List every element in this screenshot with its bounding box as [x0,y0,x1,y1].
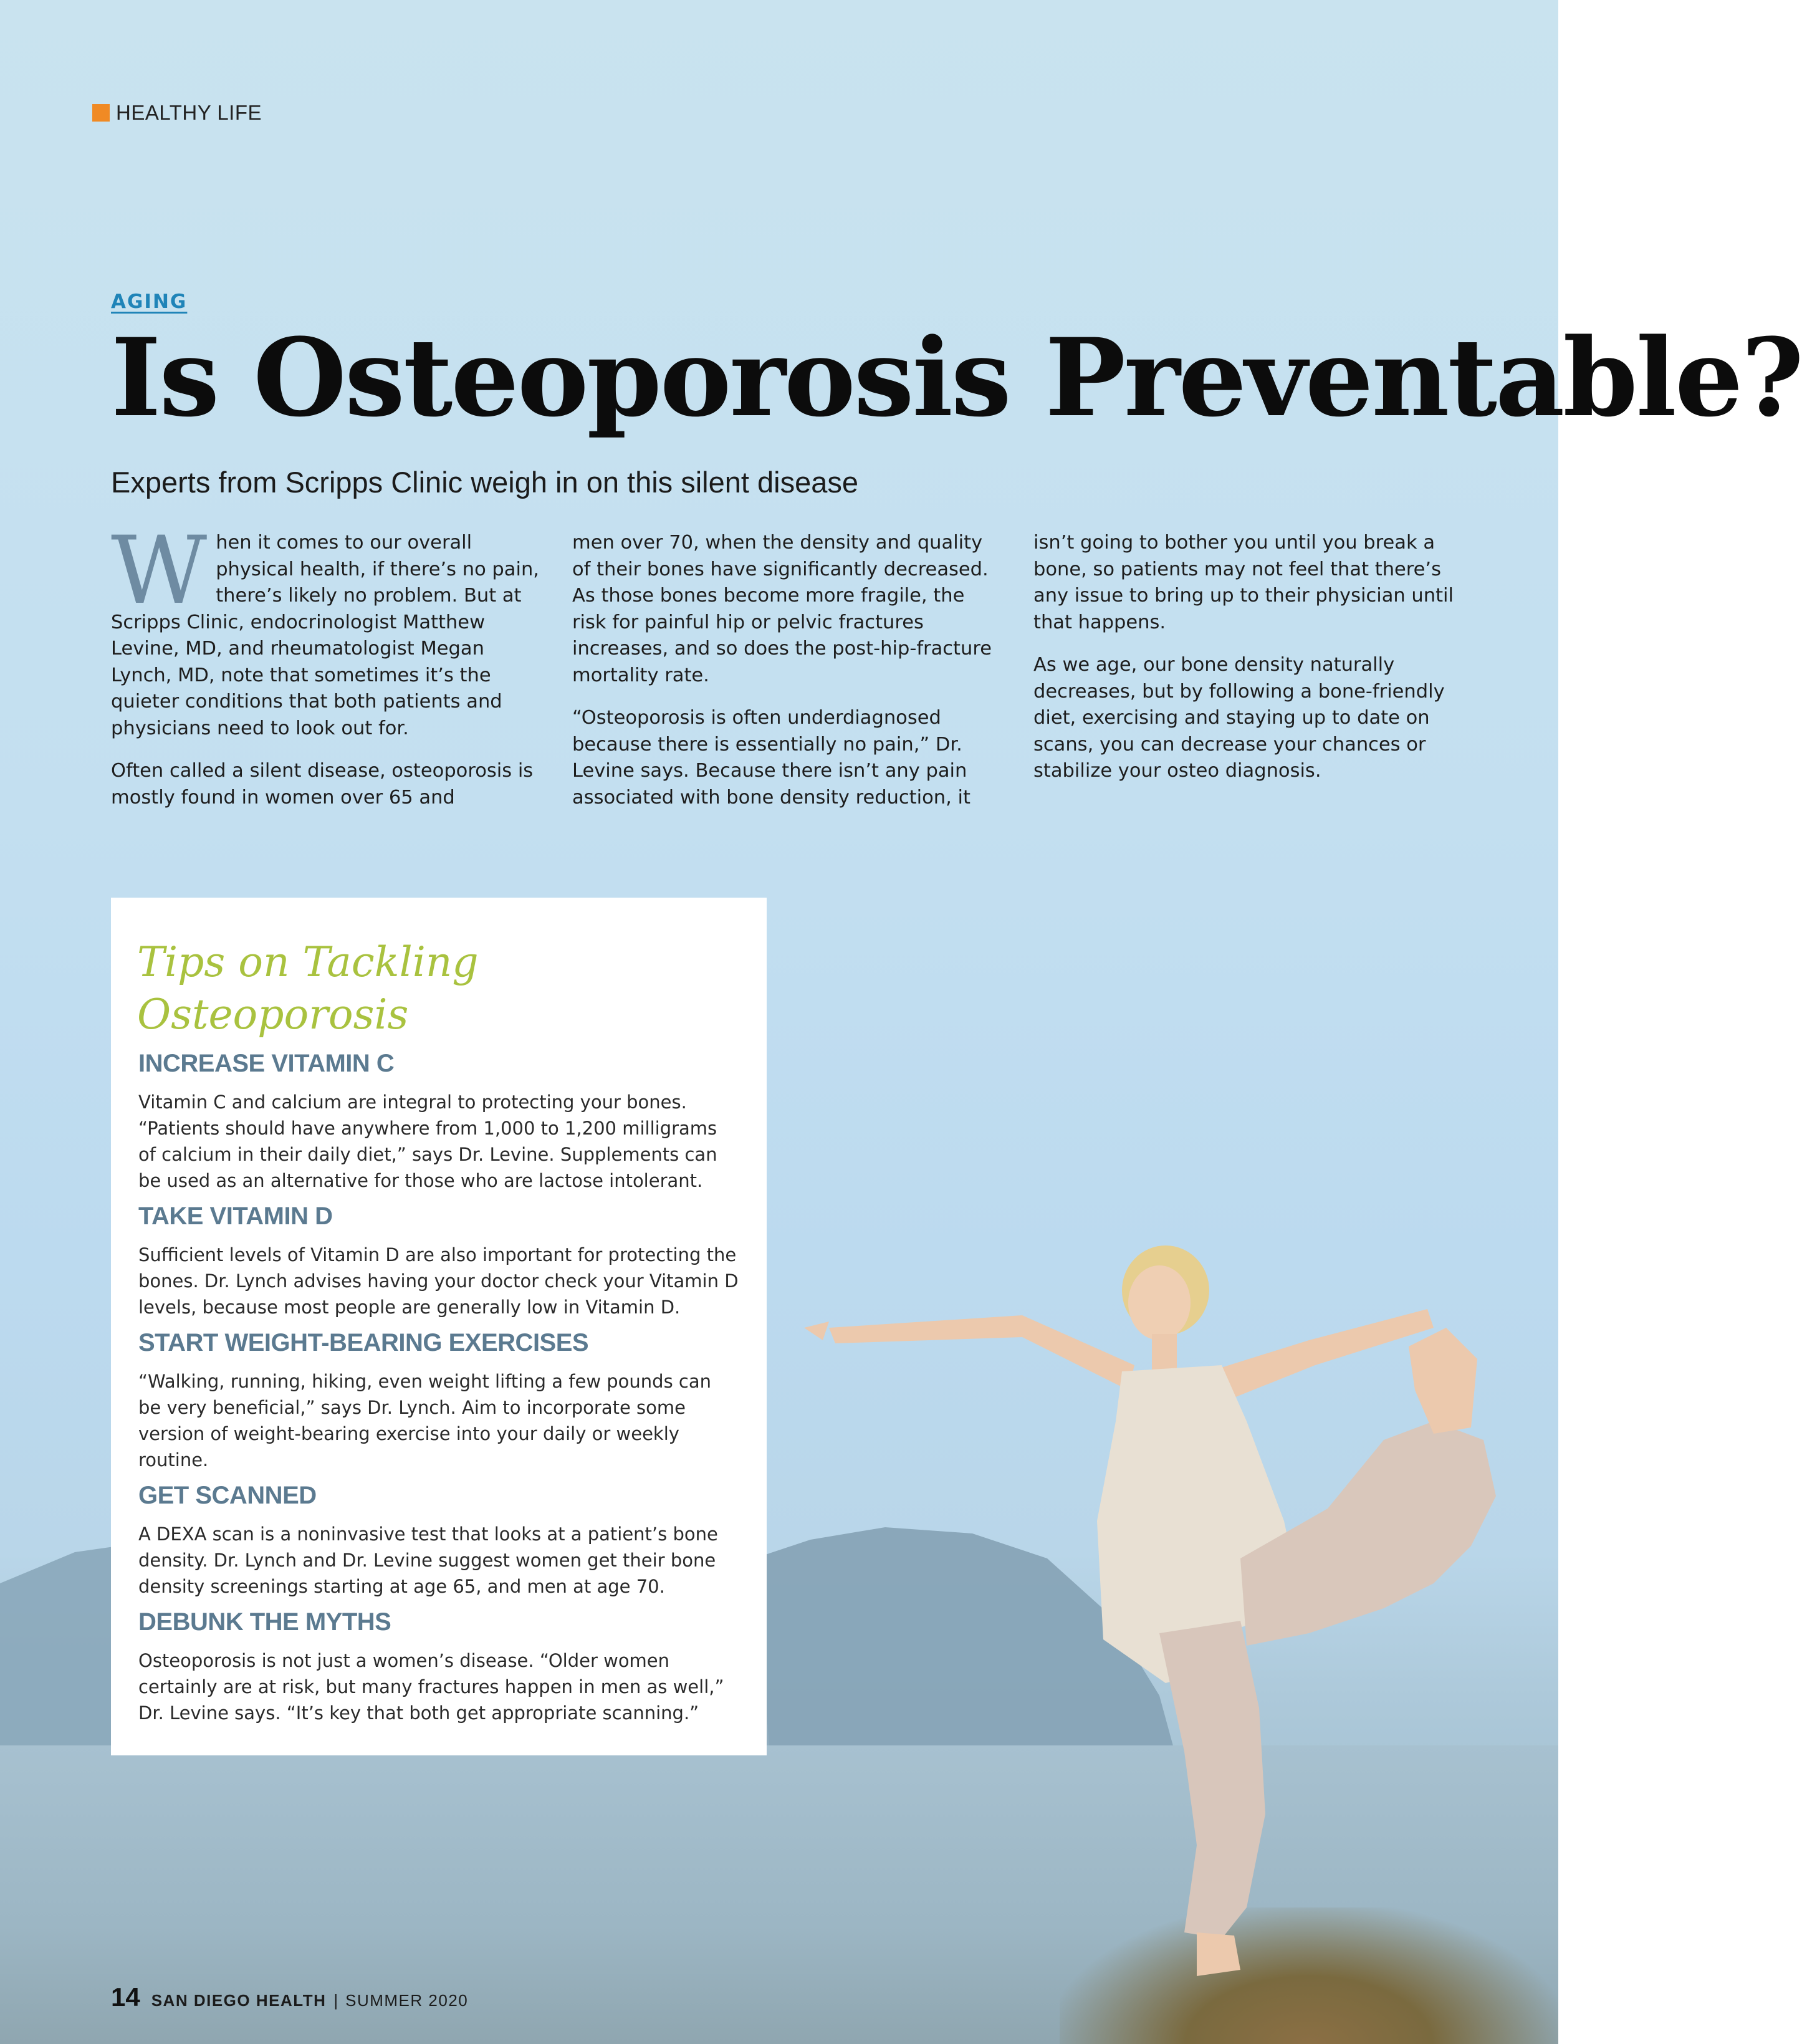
article-kicker[interactable]: AGING [111,290,188,313]
tip-body: Osteoporosis is not just a women’s disease. “Older women certainly are at risk, but many fractures happen in men as well,” Dr. Levine says. “It’s key that both get appropriate scanning.” [138,1650,724,1724]
article-headline: Is Osteoporosis Preventable? [111,314,1802,441]
tips-title: Tips on Tackling Osteoporosis [137,938,479,1039]
body-paragraph [111,517,541,742]
tip-heading: DEBUNK THE MYTHS [138,1608,391,1636]
body-paragraph: As we age, our bone density naturally decreases, but by following a bone-friendly diet, exercising and staying up to date on scans, you can decrease your chances or stabilize your osteo diagnosis. [1033,654,1445,782]
tip-body: A DEXA scan is a noninvasive test that looks at a patient’s bone density. Dr. Lynch and Dr. Levine suggest women get their bone density screenings starting at age 65, and men at age 70. [138,1523,718,1597]
tip-body: Sufficient levels of Vitamin D are also important for protecting the bones. Dr. Lynch advises having your doctor check your Vitamin D levels, because most people are generally low in Vitamin D. [138,1244,739,1318]
body-paragraph: Often called a silent disease, osteoporosis is mostly found in women over 65 and [111,760,534,808]
paragraph-text: hen it comes to our overall physical health, if there’s no pain, there’s likely no problem. But at Scripps Clinic, endocrinologist Matthew Levine, MD, and rheumatologist Megan Lynch, MD, note that sometimes it’s the quieter conditions that both patients and physicians need to look out for. [111,532,539,739]
tip-heading: TAKE VITAMIN D [138,1202,333,1230]
publication-name: SAN DIEGO HEALTH [151,1991,327,2010]
issue-label: SUMMER 2020 [345,1991,469,2010]
tip-body: “Walking, running, hiking, even weight lifting a few pounds can be very beneficial,” says Dr. Lynch. Aim to incorporate some version of weight-bearing exercise into your daily or weekly routine. [138,1371,712,1471]
section-label: HEALTHY LIFE [116,101,262,124]
yoga-woman-photo [810,1234,1558,2013]
tip-heading: GET SCANNED [138,1482,317,1509]
page-number: 14 [111,1982,140,2012]
tip-heading: INCREASE VITAMIN C [138,1050,395,1077]
body-column-2 [572,530,1002,827]
body-column-3 [1033,530,1464,801]
section-marker-icon [92,104,110,122]
body-paragraph: men over 70, when the density and quality of their bones have significantly decreased. As those bones become more fragile, the risk for painful hip or pelvic fractures increases, and so does the post-hip-fracture mortality rate. [572,532,992,686]
body-paragraph: isn’t going to bother you until you break a bone, so patients may not feel that there’s any issue to bring up to their physician until that happens. [1033,532,1454,633]
tip-heading: START WEIGHT-BEARING EXERCISES [138,1329,589,1356]
body-paragraph: “Osteoporosis is often underdiagnosed because there is essentially no pain,” Dr. Levine says. Because there isn’t any pain associated with bone density reduction, it [572,707,970,808]
page-footer [111,1982,468,2012]
body-column-1 [111,517,541,827]
tip-body: Vitamin C and calcium are integral to protecting your bones. “Patients should have anywhere from 1,000 to 1,200 milligrams of calcium in their daily diet,” says Dr. Levine. Supplements can be used as an alternative for those who are lactose intolerant. [138,1092,717,1191]
article-subhead: Experts from Scripps Clinic weigh in on this silent disease [111,466,859,499]
drop-cap: W [111,517,208,625]
section-tag [92,101,262,125]
tips-box [111,898,767,1755]
footer-separator: | [333,1991,338,2010]
